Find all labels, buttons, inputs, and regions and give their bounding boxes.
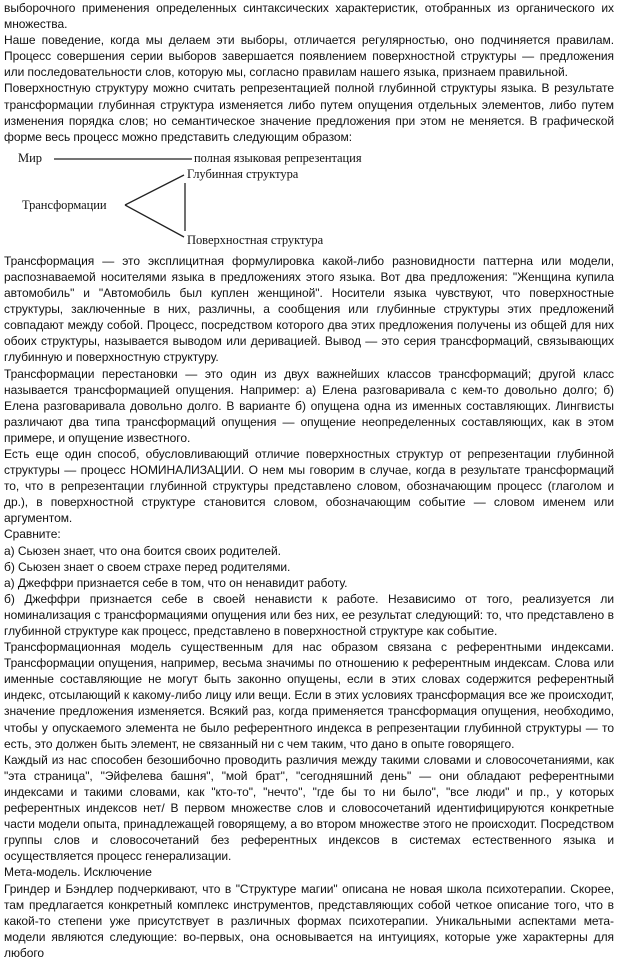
paragraph: Поверхностную структуру можно считать репрезентацией полной глубинной структуры языка. В результате трансформации глубинная структура изменяется либо путем опущения отдельных элементов, либо путем изменения порядка слов; но семантическое значение предложения при этом не меняется. В графической форме весь процесс можно представить следующим образом: [4,81,614,144]
example-line: а) Сьюзен знает, что она боится своих родителей. [4,543,281,558]
paragraph: Есть еще один способ, обусловливающий отличие поверхностных структур от репрезентации глубинной структуры — процесс НОМИНАЛИЗАЦИИ. О нем мы говорим в случае, когда в результате трансформаций то, что в репрезентации глубинной структуры представлено словом, обозначающим процесс (глаголом и др.), в поверхностной структуре становится словом, обозначающим событие — словом именем или аргументом. [4,446,614,526]
example-line: б) Сьюзен знает о своем страхе перед родителями. [4,559,291,574]
transformations-label: Трансформации [22,197,107,212]
full-representation-label: полная языковая репрезентация [194,150,362,165]
transformation-diagram [4,145,614,253]
section-heading: Мета-модель. Исключение [4,865,152,880]
deep-structure-label: Глубинная структура [187,166,299,181]
paragraph: Трансформация — это эксплицитная формулировка какой-либо разновидности паттерна или модели, распознаваемой носителями языка в предложениях этого языка. Вот два предложения: "Женщина купила автомобиль" и "Автомобиль был куплен женщиной". Носители языка чувствуют, что поверхностные структуры, заключенные в них, различны, а сообщения или глубинные структуры этих предложений совпадают между собой. Процесс, посредством которого два этих предложения получены из общей для них обоих структуры, называется выводом или деривацией. Вывод — это серия трансформаций, связывающих глубинную и поверхностную структуру. [4,253,614,365]
example-line: а) Джеффри признается себе в том, что он ненавидит работу. [4,575,348,590]
paragraph: выборочного применения определенных синтаксических характеристик, отобранных из органического их множества. [4,1,614,32]
paragraph: Трансформации перестановки — это один из двух важнейших классов трансформаций; другой класс называется трансформацией опущения. Например: а) Елена разговаривала с кем-то довольно долго; б) Елена разговаривала довольно долго. В варианте б) опущена одна из именных составляющих. Лингвисты различают два типа трансформаций опущения — опущение неопределенных составляющих, как в этом примере, и опущение известного. [4,366,614,445]
paragraph: б) Джеффри признается себе в своей ненависти к работе. Независимо от того, реализуется ли номинализация с трансформациями опущения или без них, ее результат следующий: то, что представлено в глубинной структуре как процесс, представлено в поверхностной структуре как событие. [4,591,614,638]
world-label: Мир [18,150,42,165]
paragraph: Трансформационная модель существенным для нас образом связана с референтными индексами. Трансформации опущения, например, весьма значимы по отношению к референтным индексам. Слова или именные составляющие не могут быть законно опущены, если в этих словах содержится референтный индекс, отсылающий к какому-либо лицу или вещи. Если в этих условиях трансформация все же происходит, значение предложения изменяется. Всякий раз, когда применяется трансформация опущения, необходимо, чтобы у опускаемого элемента не было референтного индекса в репрезентации глубинной структуры — то есть, это должен быть элемент, не связанный ни с чем таким, что дано в опыте говорящего. [4,640,614,751]
paragraph: Наше поведение, когда мы делаем эти выборы, отличается регулярностью, оно подчиняется правилам. Процесс совершения серии выборов завершается появлением поверхностной структуры — предложения или последовательности слов, которую мы, согласно правилам нашего языка, признаем правильной. [4,33,614,80]
paragraph: Гриндер и Бэндлер подчеркивают, что в "Структуре магии" описана не новая школа психотерапии. Скорее, там предлагается конкретный комплекс инструментов, представляющих собой четкое описание того, что в какой-то степени уже присутствует в различных формах психотерапии. Уникальными аспектами мета-модели являются следующие: во-первых, она основывается на интуициях, которые уже характерны для любого [4,881,614,960]
deep-branch-line [125,175,184,205]
paragraph: Сравните: [4,527,61,542]
surface-structure-label: Поверхностная структура [187,232,324,247]
surface-branch-line [125,205,184,237]
paragraph: Каждый из нас способен безошибочно проводить различия между такими словами и словосочетаниями, как "эта страница", "Эйфелева башня", "мой брат", "сегодняшний день" — они обладают референтными индексами и такими словами, как "кто-то", "нечто", "где бы то ни было", "все люди" и пр., у которых референтных индексов нет/ В первом множестве слов и словосочетаний идентифицируются конкретные части модели опыта, принадлежащей говорящему, а во втором множестве этого не происходит. Посредством группы слов и словосочетаний без референтных индексов в системах естественного языка и осуществляется процесс генерализации. [4,752,614,864]
